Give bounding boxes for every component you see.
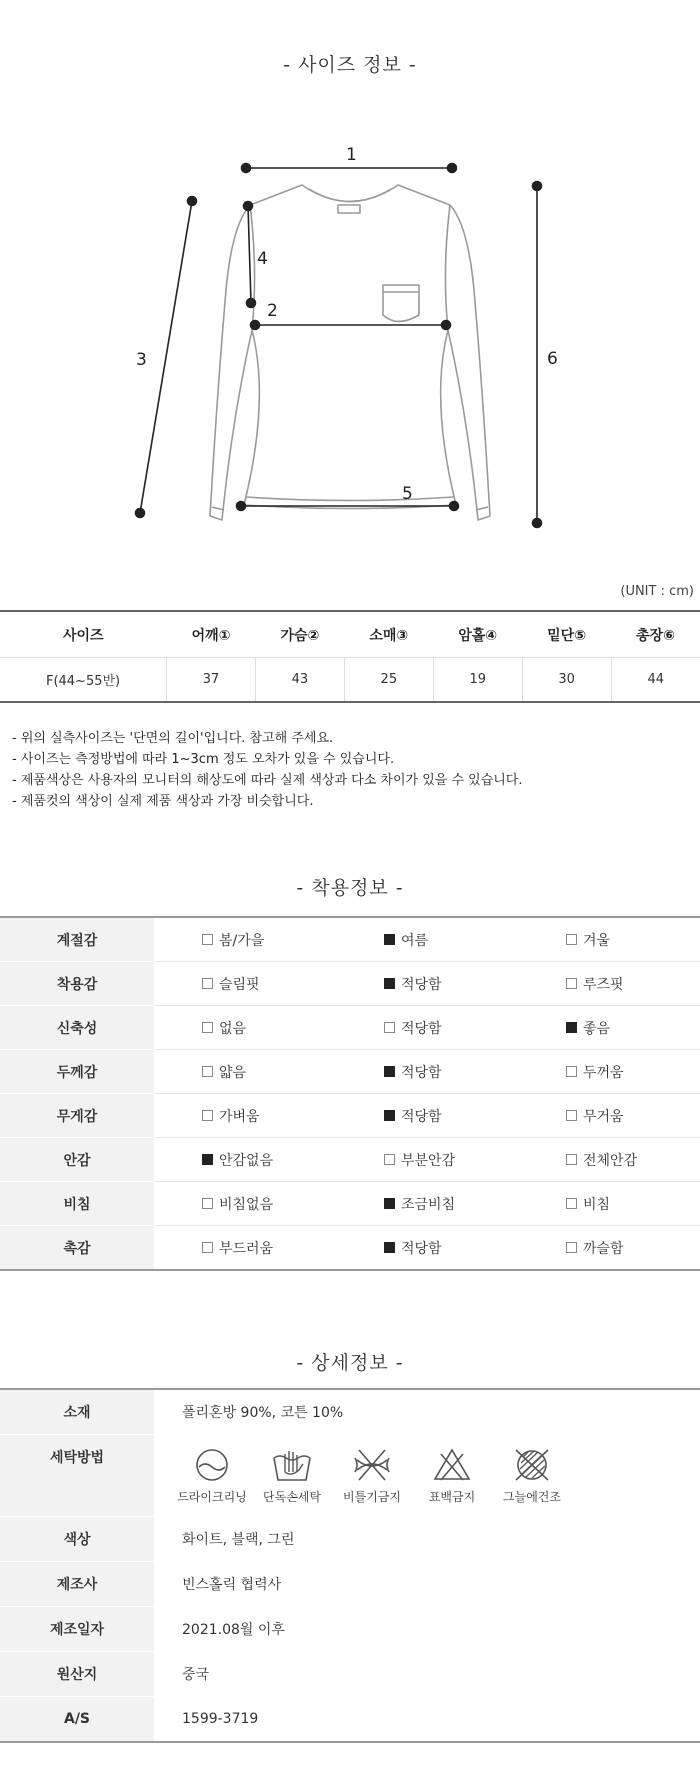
wear-option — [154, 1006, 336, 1050]
wear-row — [0, 917, 700, 962]
wear-info-table — [0, 916, 700, 1271]
detail-row-maker — [0, 1562, 700, 1607]
checked-box-icon — [384, 978, 395, 989]
shade-dry-icon — [509, 1446, 555, 1484]
wear-row-label: 신축성 — [0, 1006, 154, 1050]
wear-option — [518, 1050, 700, 1094]
wear-option-label: 적당함 — [401, 976, 442, 993]
size-table-header-row — [0, 611, 700, 658]
wear-option-label: 부분안감 — [401, 1152, 456, 1169]
table-row — [0, 658, 700, 703]
wear-row — [0, 1226, 700, 1271]
label-maker: 제조사 — [0, 1562, 154, 1607]
wear-row-label: 무게감 — [0, 1094, 154, 1138]
value-color: 화이트, 블랙, 그린 — [154, 1517, 700, 1562]
wear-row-label: 착용감 — [0, 962, 154, 1006]
cell-armhole: 19 — [433, 658, 522, 703]
wear-option — [154, 1050, 336, 1094]
size-table — [0, 610, 700, 703]
unchecked-box-icon — [202, 934, 213, 945]
label-date: 제조일자 — [0, 1607, 154, 1652]
checked-box-icon — [384, 1110, 395, 1121]
garment-size-diagram — [0, 130, 700, 550]
detail-row-material — [0, 1389, 700, 1435]
value-maker: 빈스홀릭 협력사 — [154, 1562, 700, 1607]
wear-row-label: 안감 — [0, 1138, 154, 1182]
measure-label-6: 6 — [547, 349, 558, 369]
hand-wash-icon — [269, 1446, 315, 1484]
care-item — [172, 1446, 252, 1505]
cell-sleeve: 25 — [344, 658, 433, 703]
care-item — [492, 1446, 572, 1505]
wear-option — [336, 1094, 518, 1138]
unchecked-box-icon — [566, 1198, 577, 1209]
measure-label-1: 1 — [346, 145, 357, 165]
value-origin: 중국 — [154, 1652, 700, 1697]
unchecked-box-icon — [566, 934, 577, 945]
care-label: 드라이크리닝 — [177, 1490, 247, 1504]
wear-option-label: 조금비침 — [401, 1196, 456, 1213]
wear-option — [154, 1094, 336, 1138]
detail-row-color — [0, 1517, 700, 1562]
checked-box-icon — [384, 1198, 395, 1209]
wear-option — [336, 1182, 518, 1226]
label-as: A/S — [0, 1697, 154, 1743]
value-as: 1599-3719 — [154, 1697, 700, 1743]
wear-option-label: 없음 — [219, 1020, 247, 1037]
no-bleach-icon — [429, 1446, 475, 1484]
cell-shoulder: 37 — [167, 658, 256, 703]
wear-row-label: 두께감 — [0, 1050, 154, 1094]
wear-row — [0, 1138, 700, 1182]
wear-row-label: 계절감 — [0, 917, 154, 962]
note-line: - 제품색상은 사용자의 모니터의 해상도에 따라 실제 색상과 다소 차이가 있을 수 있습니다. — [12, 773, 523, 788]
checked-box-icon — [384, 1066, 395, 1077]
header-size: 사이즈 — [0, 611, 167, 658]
detail-info-table — [0, 1388, 700, 1743]
value-material: 폴리혼방 90%, 코튼 10% — [154, 1389, 700, 1435]
value-date: 2021.08월 이후 — [154, 1607, 700, 1652]
care-label: 표백금지 — [428, 1490, 476, 1504]
measure-label-5: 5 — [402, 484, 413, 504]
wear-option — [154, 917, 336, 962]
detail-row-date — [0, 1607, 700, 1652]
long-sleeve-top-drawing — [210, 185, 490, 520]
unchecked-box-icon — [566, 978, 577, 989]
header-hem: 밑단⑤ — [522, 611, 611, 658]
checked-box-icon — [202, 1154, 213, 1165]
value-care — [154, 1435, 700, 1517]
wear-option-label: 얇음 — [219, 1064, 247, 1081]
care-label: 단독손세탁 — [263, 1490, 321, 1504]
unchecked-box-icon — [202, 1022, 213, 1033]
wear-option-label: 봄/가을 — [219, 932, 265, 949]
detail-row-care — [0, 1435, 700, 1517]
checked-box-icon — [384, 934, 395, 945]
unchecked-box-icon — [202, 1198, 213, 1209]
wear-option — [336, 962, 518, 1006]
unchecked-box-icon — [202, 1110, 213, 1121]
no-wring-icon — [349, 1446, 395, 1484]
wear-row — [0, 962, 700, 1006]
wear-option — [154, 1138, 336, 1182]
unchecked-box-icon — [202, 978, 213, 989]
wear-option-label: 슬림핏 — [219, 976, 260, 993]
wear-option-label: 부드러움 — [219, 1240, 274, 1257]
wear-option-label: 전체안감 — [583, 1152, 638, 1169]
header-shoulder: 어깨① — [167, 611, 256, 658]
checked-box-icon — [566, 1022, 577, 1033]
label-care: 세탁방법 — [0, 1435, 154, 1517]
size-notes — [12, 728, 523, 812]
wear-option — [336, 917, 518, 962]
wear-option — [336, 1050, 518, 1094]
wear-option-label: 무거움 — [583, 1108, 624, 1125]
wear-option — [336, 1006, 518, 1050]
wear-option-label: 루즈핏 — [583, 976, 624, 993]
wear-row-label: 촉감 — [0, 1226, 154, 1271]
cell-length: 44 — [611, 658, 700, 703]
wear-option-label: 비침 — [583, 1196, 611, 1213]
wear-option — [518, 1138, 700, 1182]
unchecked-box-icon — [384, 1154, 395, 1165]
wear-option-label: 여름 — [401, 932, 429, 949]
unchecked-box-icon — [566, 1066, 577, 1077]
care-item — [252, 1446, 332, 1505]
note-line: - 제품컷의 색상이 실제 제품 색상과 가장 비슷합니다. — [12, 794, 314, 809]
care-label: 그늘에건조 — [503, 1490, 561, 1504]
wear-option — [336, 1226, 518, 1271]
wear-section-title: - 착용정보 - — [296, 877, 404, 899]
wear-row — [0, 1182, 700, 1226]
size-section-title: - 사이즈 정보 - — [283, 54, 417, 76]
wear-option — [154, 1182, 336, 1226]
wear-option — [336, 1138, 518, 1182]
detail-section-title: - 상세정보 - — [296, 1352, 404, 1374]
unchecked-box-icon — [202, 1242, 213, 1253]
wear-option-label: 좋음 — [583, 1020, 611, 1037]
wear-option — [518, 1006, 700, 1050]
wear-option-label: 까슬함 — [583, 1240, 624, 1257]
wear-option — [518, 1226, 700, 1271]
measure-label-3: 3 — [136, 350, 147, 370]
care-label: 비틀기금지 — [343, 1490, 401, 1504]
unchecked-box-icon — [384, 1022, 395, 1033]
header-chest: 가슴② — [255, 611, 344, 658]
wear-option — [154, 962, 336, 1006]
wear-option — [518, 1094, 700, 1138]
wear-option-label: 겨울 — [583, 932, 611, 949]
dry-clean-icon — [189, 1446, 235, 1484]
checked-box-icon — [384, 1242, 395, 1253]
header-armhole: 암홀④ — [433, 611, 522, 658]
cell-size: F(44~55반) — [45, 674, 121, 689]
detail-row-as — [0, 1697, 700, 1743]
wear-option-label: 적당함 — [401, 1064, 442, 1081]
label-color: 색상 — [0, 1517, 154, 1562]
wear-option-label: 적당함 — [401, 1240, 442, 1257]
wear-option-label: 적당함 — [401, 1108, 442, 1125]
note-line: - 위의 실측사이즈는 '단면의 길이'입니다. 참고해 주세요. — [12, 731, 334, 746]
care-item — [412, 1446, 492, 1505]
wear-row — [0, 1006, 700, 1050]
header-length: 총장⑥ — [611, 611, 700, 658]
wear-option — [518, 1182, 700, 1226]
wear-option-label: 안감없음 — [219, 1152, 274, 1169]
wear-option-label: 두꺼움 — [583, 1064, 624, 1081]
unchecked-box-icon — [566, 1110, 577, 1121]
unchecked-box-icon — [566, 1242, 577, 1253]
detail-row-origin — [0, 1652, 700, 1697]
cell-chest: 43 — [255, 658, 344, 703]
cell-hem: 30 — [522, 658, 611, 703]
header-sleeve: 소매③ — [344, 611, 433, 658]
wear-row — [0, 1094, 700, 1138]
wear-option-label: 적당함 — [401, 1020, 442, 1037]
note-line: - 사이즈는 측정방법에 따라 1~3cm 정도 오차가 있을 수 있습니다. — [12, 752, 395, 767]
wear-option-label: 가벼움 — [219, 1108, 260, 1125]
unit-note: (UNIT : cm) — [620, 584, 694, 599]
wear-row — [0, 1050, 700, 1094]
wear-option — [154, 1226, 336, 1271]
wear-option — [518, 962, 700, 1006]
wear-option — [518, 917, 700, 962]
care-item — [332, 1446, 412, 1505]
wear-option-label: 비침없음 — [219, 1196, 274, 1213]
measure-label-4: 4 — [257, 249, 268, 269]
wear-row-label: 비침 — [0, 1182, 154, 1226]
label-origin: 원산지 — [0, 1652, 154, 1697]
unchecked-box-icon — [202, 1066, 213, 1077]
label-material: 소재 — [0, 1389, 154, 1435]
measurement-lines — [136, 164, 542, 528]
unchecked-box-icon — [566, 1154, 577, 1165]
measure-label-2: 2 — [267, 301, 278, 321]
